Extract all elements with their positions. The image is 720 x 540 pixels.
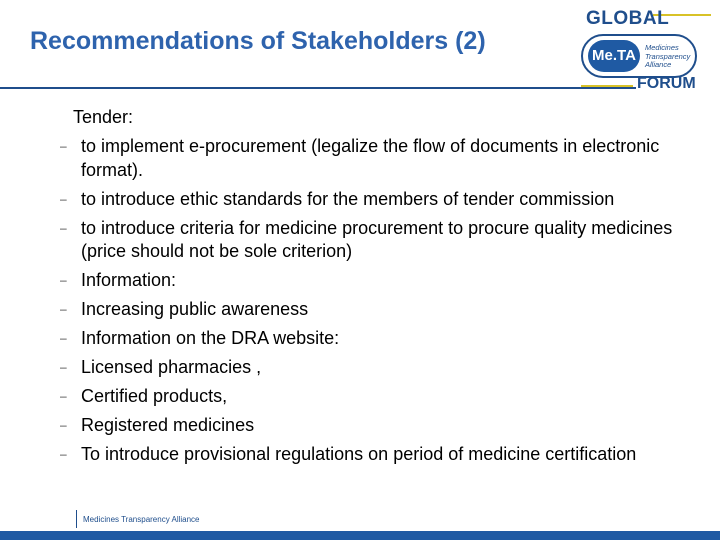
list-item [60,414,710,438]
title-rule [0,87,636,89]
footer-divider [76,510,77,528]
list-item [60,385,710,409]
list-item-text: Certified products, [81,386,228,406]
bullet-list [60,135,710,472]
list-item [60,217,710,264]
slide-title: Recommendations of Stakeholders (2) [30,27,486,55]
dash-bullet-icon: – [60,331,67,345]
list-item-text: Licensed pharmacies , [81,357,262,377]
logo-accent-line-bottom [581,85,633,87]
dash-bullet-icon: – [60,220,67,235]
list-item [60,298,710,322]
bottom-band [0,531,720,540]
list-item-text: to introduce criteria for medicine procurement to procure quality medicines (price should not be sole criterion) [81,217,673,261]
dash-bullet-icon: – [60,302,67,316]
list-item-text: To introduce provisional regulations on period of medicine certification [81,444,637,464]
list-item-text: Information: [81,270,177,290]
dash-bullet-icon: – [60,418,67,432]
dash-bullet-icon: – [60,273,67,287]
list-item-text: Registered medicines [81,415,255,435]
list-item-text: to introduce ethic standards for the members of tender commission [81,188,615,209]
dash-bullet-icon: – [60,191,67,206]
logo-forum-text: FORUM [637,75,696,92]
logo-small-text [645,44,690,70]
list-item [60,356,710,380]
footer-text: Medicines Transparency Alliance [83,515,200,524]
list-item-text: Increasing public awareness [81,299,309,319]
dash-bullet-icon: – [60,139,67,153]
meta-global-forum-logo [581,8,714,94]
list-item-text: to implement e-procurement (legalize the flow of documents in electronic format). [81,136,660,180]
list-item [60,443,710,467]
list-item-text: Information on the DRA website: [81,328,340,348]
logo-badge: Me.TA [588,40,640,72]
logo-small-line-1: Medicines [645,43,679,52]
logo-small-line-3: Alliance [645,60,672,69]
list-item [60,327,710,351]
dash-bullet-icon: – [60,360,67,374]
dash-bullet-icon: – [60,447,67,461]
dash-bullet-icon: – [60,389,67,403]
section-heading: Tender: [73,107,134,127]
list-item [60,135,710,182]
logo-small-line-2: Transparency [645,51,691,61]
logo-global-text: GLOBAL [586,8,670,29]
list-item [60,188,710,212]
list-item [60,269,710,293]
